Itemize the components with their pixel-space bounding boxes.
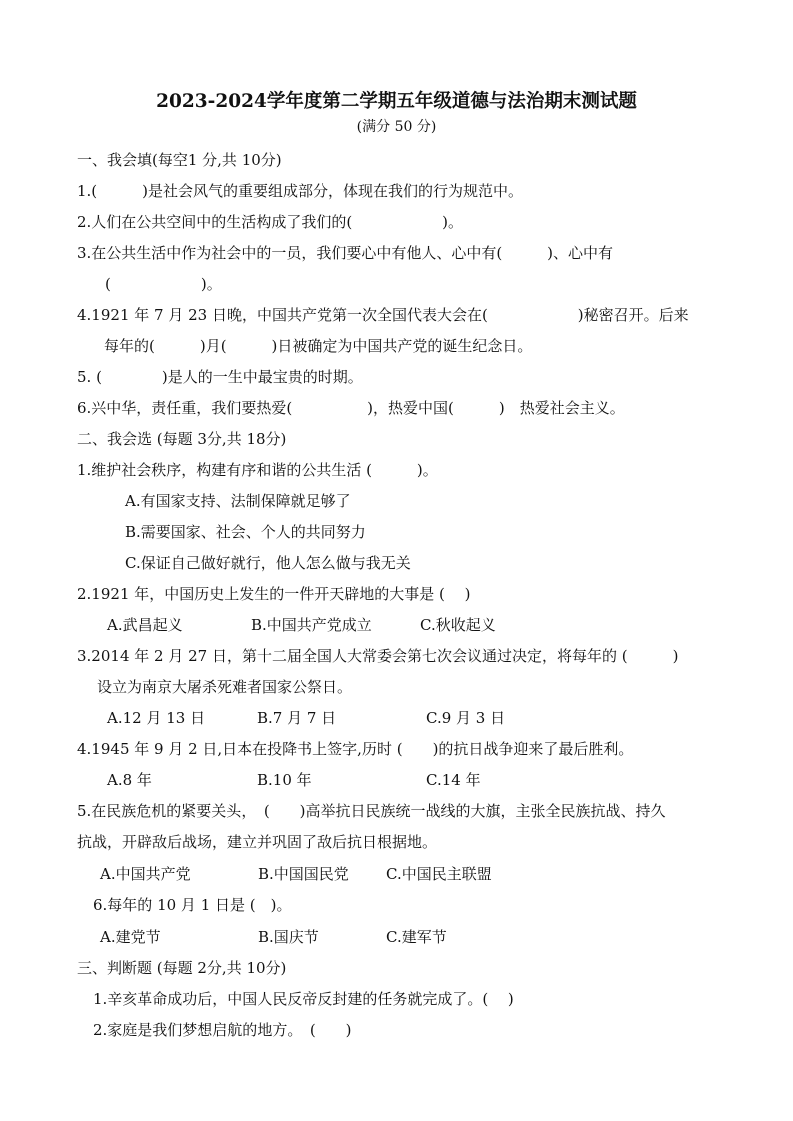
question-text: 5.在民族危机的紧要关头， ( )高举抗日民族统一战线的大旗，主张全民族抗战、持久	[77, 802, 666, 820]
question-text: 4.1921 年 7 月 23 日晚，中国共产党第一次全国代表大会在( )秘密召开。后来	[77, 306, 689, 324]
option-b: B.国庆节	[258, 928, 319, 946]
option-a: A.8 年	[107, 771, 152, 789]
option-b: B.10 年	[257, 771, 312, 789]
section-heading: 一、我会填(每空1 分,共 10分)	[77, 151, 282, 169]
question-text: 1.辛亥革命成功后，中国人民反帝反封建的任务就完成了。( )	[93, 990, 514, 1008]
option-a: A.武昌起义	[107, 616, 183, 634]
option-c: C.中国民主联盟	[386, 865, 492, 883]
question-text-continued: 每年的( )月( )日被确定为中国共产党的诞生纪念日。	[104, 337, 533, 355]
question-text: 3.2014 年 2 月 27 日，第十二届全国人大常委会第七次会议通过决定，将每年的 ( )	[77, 647, 679, 665]
option-b: B.中国共产党成立	[251, 616, 372, 634]
question-text-continued: ( )。	[105, 275, 222, 293]
option-b: B.7 月 7 日	[257, 709, 337, 727]
question-text-continued: 设立为南京大屠杀死难者国家公祭日。	[97, 678, 353, 696]
question-text: 2.1921 年，中国历史上发生的一件开天辟地的大事是 ( )	[77, 585, 471, 603]
question-text: 6.兴中华，责任重，我们要热爱( )，热爱中国( ) 热爱社会主义。	[77, 399, 625, 417]
section-heading: 三、判断题 (每题 2分,共 10分)	[77, 959, 287, 977]
option-b: B.需要国家、社会、个人的共同努力	[125, 523, 366, 541]
question-text: 6.每年的 10 月 1 日是 ( )。	[93, 896, 292, 914]
option-a: A.建党节	[100, 928, 161, 946]
option-a: A.12 月 13 日	[107, 709, 206, 727]
question-text: 1.( )是社会风气的重要组成部分，体现在我们的行为规范中。	[77, 182, 524, 200]
question-text: 3.在公共生活中作为社会中的一员，我们要心中有他人、心中有( )、心中有	[77, 244, 614, 262]
option-c: C.9 月 3 日	[426, 709, 506, 727]
option-a: A.中国共产党	[100, 865, 191, 883]
question-text-continued: 抗战，开辟敌后战场，建立并巩固了敌后抗日根据地。	[77, 833, 438, 851]
option-a: A.有国家支持、法制保障就足够了	[125, 492, 351, 510]
question-text: 4.1945 年 9 月 2 日,日本在投降书上签字,历时 ( )的抗日战争迎来了最后胜利。	[77, 740, 634, 758]
option-c: C.建军节	[386, 928, 447, 946]
option-c: C.秋收起义	[420, 616, 496, 634]
section-heading: 二、我会选 (每题 3分,共 18分)	[77, 430, 287, 448]
question-text: 5. ( )是人的一生中最宝贵的时期。	[77, 368, 363, 386]
option-b: B.中国国民党	[258, 865, 349, 883]
option-c: C.保证自己做好就行，他人怎么做与我无关	[125, 554, 411, 572]
question-text: 1.维护社会秩序，构建有序和谐的公共生活 ( )。	[77, 461, 438, 479]
full-score-note: (满分 50 分)	[356, 119, 437, 135]
option-c: C.14 年	[426, 771, 481, 789]
question-text: 2.家庭是我们梦想启航的地方。 ( )	[93, 1021, 352, 1039]
question-text: 2.人们在公共空间中的生活构成了我们的( )。	[77, 213, 464, 231]
page-title: 2023-2024学年度第二学期五年级道德与法治期末测试题	[156, 91, 637, 113]
